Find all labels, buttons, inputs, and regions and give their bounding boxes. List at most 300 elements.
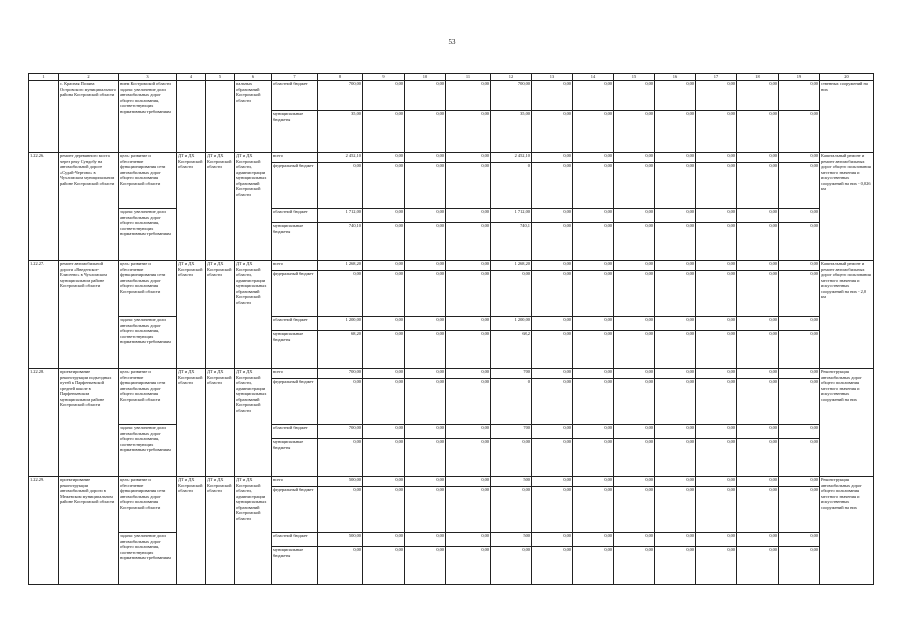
column-header: 2 bbox=[59, 74, 119, 81]
amount-cell: 500 bbox=[491, 477, 532, 487]
amount-cell: 0,00 bbox=[573, 81, 614, 111]
amount-cell: 0,00 bbox=[446, 331, 491, 369]
amount-cell: 1 200,00 bbox=[491, 317, 532, 331]
amount-cell: 700,00 bbox=[491, 81, 532, 111]
column-header: 1 bbox=[29, 74, 59, 81]
amount-cell: 0,00 bbox=[405, 425, 446, 439]
item-task: задача: увеличение доли автомобильных дорог общего пользования, соответствующих нормативным требованиям bbox=[119, 425, 177, 477]
column-header: 8 bbox=[318, 74, 363, 81]
amount-cell: 0,00 bbox=[446, 533, 491, 547]
amount-cell: 0,00 bbox=[779, 331, 820, 369]
amount-cell: 740,10 bbox=[318, 223, 363, 261]
amount-cell: 0,00 bbox=[363, 331, 405, 369]
table-row bbox=[29, 425, 874, 439]
amount-cell: 1 200,00 bbox=[318, 317, 363, 331]
amount-cell: 0,00 bbox=[614, 209, 655, 223]
amount-cell: 0,00 bbox=[363, 379, 405, 425]
item-name: проектирование реконструкции автомобильной дороги в Межевском муниципальном районе Костромской области bbox=[59, 477, 119, 585]
item-goal: цель: развитие и обеспечение функционирования сети автомобильных дорог общего пользования Костромской области bbox=[119, 477, 177, 533]
amount-cell: 0,00 bbox=[614, 379, 655, 425]
amount-cell: 0,00 bbox=[532, 487, 573, 533]
executor-cell: пальных образований Костромской области bbox=[235, 81, 272, 153]
amount-cell: 700 bbox=[491, 369, 532, 379]
funding-source: муниципальные бюджеты bbox=[272, 331, 318, 369]
funding-source: областной бюджет bbox=[272, 81, 318, 111]
amount-cell: 0,00 bbox=[614, 487, 655, 533]
amount-cell: 0,00 bbox=[363, 163, 405, 209]
item-number: 1.22.28. bbox=[29, 369, 59, 477]
amount-cell: 0,00 bbox=[363, 547, 405, 585]
amount-cell: 0,00 bbox=[363, 271, 405, 317]
amount-cell: 0,00 bbox=[696, 331, 737, 369]
amount-cell: 0,00 bbox=[655, 379, 696, 425]
amount-cell: 0,00 bbox=[779, 379, 820, 425]
amount-cell: 0,00 bbox=[446, 271, 491, 317]
amount-cell: 0,00 bbox=[573, 425, 614, 439]
amount-cell: 0,00 bbox=[405, 81, 446, 111]
responsible-cell: ДТ и ДХ Костромской области bbox=[177, 153, 206, 261]
amount-cell: 0,00 bbox=[737, 379, 779, 425]
amount-cell: 0,00 bbox=[573, 533, 614, 547]
amount-cell: 0,00 bbox=[614, 533, 655, 547]
item-name: ремонт автомобильной дороги «Введенское-Елисеево» в Чухломском муниципальном районе Костромской области bbox=[59, 261, 119, 369]
column-header: 18 bbox=[737, 74, 779, 81]
amount-cell: 0,00 bbox=[573, 271, 614, 317]
amount-cell: 0,00 bbox=[655, 533, 696, 547]
amount-cell: 0,00 bbox=[446, 209, 491, 223]
amount-cell: 0,00 bbox=[573, 163, 614, 209]
item-goal: цель: развитие и обеспечение функционирования сети автомобильных дорог общего пользования Костромской области bbox=[119, 261, 177, 317]
item-goal: цель: развитие и обеспечение функционирования сети автомобильных дорог общего пользования Костромской области bbox=[119, 153, 177, 209]
amount-cell: 0,00 bbox=[446, 261, 491, 271]
column-header: 4 bbox=[177, 74, 206, 81]
amount-cell: 0,00 bbox=[614, 153, 655, 163]
column-header-row bbox=[29, 74, 874, 81]
amount-cell: 0,00 bbox=[737, 153, 779, 163]
amount-cell: 0,00 bbox=[737, 209, 779, 223]
responsible-cell bbox=[177, 81, 206, 153]
item-name: с. Красная Поляна Островского муниципального района Костромской области bbox=[59, 81, 119, 153]
column-header: 16 bbox=[655, 74, 696, 81]
amount-cell: 0,00 bbox=[779, 223, 820, 261]
amount-cell: 0,00 bbox=[655, 477, 696, 487]
expected-result: Реконструкция автомобильных дорог общего пользования местного значения и искусственных сооружений на них bbox=[820, 477, 874, 585]
customer-cell: ДТ и ДХ Костромской области bbox=[206, 369, 235, 477]
executor-cell: ДТ и ДХ Костромской области, администрации муниципальных образований Костромской области bbox=[235, 369, 272, 477]
amount-cell: 0,00 bbox=[655, 223, 696, 261]
item-goal: нием Костромской области задача: увеличение доли автомобильных дорог общего пользования, соответствующих нормативным требованиям bbox=[119, 81, 177, 153]
amount-cell: 0,00 bbox=[532, 331, 573, 369]
table-row bbox=[29, 477, 874, 487]
amount-cell: 0,00 bbox=[737, 331, 779, 369]
expected-result: Капитальный ремонт и ремонт автомобильных дорог общего пользования местного значения и искусственных сооружений на них - 2,0 км bbox=[820, 261, 874, 369]
funding-source: всего bbox=[272, 153, 318, 163]
funding-source: областной бюджет bbox=[272, 533, 318, 547]
amount-cell: 0,00 bbox=[655, 163, 696, 209]
amount-cell: 0,00 bbox=[363, 209, 405, 223]
amount-cell: 0,00 bbox=[655, 425, 696, 439]
amount-cell: 0,00 bbox=[573, 111, 614, 153]
amount-cell: 0,00 bbox=[532, 153, 573, 163]
amount-cell: 0,00 bbox=[655, 111, 696, 153]
funding-source: муниципальные бюджеты bbox=[272, 223, 318, 261]
amount-cell: 0,00 bbox=[446, 547, 491, 585]
amount-cell: 0,00 bbox=[614, 271, 655, 317]
responsible-cell: ДТ и ДХ Костромской области bbox=[177, 369, 206, 477]
amount-cell: 0,00 bbox=[737, 317, 779, 331]
amount-cell: 0,00 bbox=[779, 261, 820, 271]
amount-cell: 0,00 bbox=[363, 533, 405, 547]
amount-cell: 0,00 bbox=[573, 317, 614, 331]
amount-cell: 0,00 bbox=[696, 425, 737, 439]
amount-cell: 0,00 bbox=[737, 477, 779, 487]
amount-cell: 0,00 bbox=[614, 223, 655, 261]
amount-cell: 0,00 bbox=[532, 271, 573, 317]
amount-cell: 0,00 bbox=[573, 209, 614, 223]
amount-cell: 0,00 bbox=[655, 81, 696, 111]
item-number: 1.22.26. bbox=[29, 153, 59, 261]
amount-cell: 0,00 bbox=[779, 163, 820, 209]
amount-cell: 0,00 bbox=[446, 379, 491, 425]
table-row bbox=[29, 317, 874, 331]
amount-cell: 0,00 bbox=[363, 261, 405, 271]
amount-cell: 0,00 bbox=[318, 379, 363, 425]
column-header: 3 bbox=[119, 74, 177, 81]
amount-cell: 0,00 bbox=[737, 439, 779, 477]
amount-cell: 0,00 bbox=[614, 261, 655, 271]
funding-source: муниципальные бюджеты bbox=[272, 111, 318, 153]
amount-cell: 0,00 bbox=[405, 111, 446, 153]
amount-cell: 1 712,00 bbox=[491, 209, 532, 223]
amount-cell: 0,00 bbox=[573, 379, 614, 425]
amount-cell: 0,00 bbox=[737, 111, 779, 153]
amount-cell: 0,00 bbox=[737, 261, 779, 271]
amount-cell: 0,00 bbox=[405, 533, 446, 547]
amount-cell: 700,00 bbox=[318, 81, 363, 111]
program-table bbox=[28, 73, 874, 585]
column-header: 17 bbox=[696, 74, 737, 81]
executor-cell: ДТ и ДХ Костромской области, администрации муниципальных образований Костромской области bbox=[235, 477, 272, 585]
amount-cell: 0,00 bbox=[446, 111, 491, 153]
funding-source: областной бюджет bbox=[272, 425, 318, 439]
amount-cell: 0,00 bbox=[532, 533, 573, 547]
amount-cell: 0,00 bbox=[696, 271, 737, 317]
amount-cell: 0,00 bbox=[573, 223, 614, 261]
amount-cell: 0,00 bbox=[405, 209, 446, 223]
amount-cell: 0,00 bbox=[779, 271, 820, 317]
amount-cell: 0,00 bbox=[696, 533, 737, 547]
responsible-cell: ДТ и ДХ Костромской области bbox=[177, 261, 206, 369]
amount-cell: 0,00 bbox=[405, 317, 446, 331]
amount-cell: 500,00 bbox=[318, 533, 363, 547]
amount-cell: 500,00 bbox=[318, 477, 363, 487]
amount-cell: 0,00 bbox=[532, 163, 573, 209]
amount-cell: 0,00 bbox=[696, 317, 737, 331]
amount-cell: 1 268,20 bbox=[491, 261, 532, 271]
executor-cell: ДТ и ДХ Костромской области, администрации муниципальных образований Костромской области bbox=[235, 261, 272, 369]
amount-cell: 0,00 bbox=[614, 425, 655, 439]
amount-cell: 0,00 bbox=[573, 439, 614, 477]
amount-cell: 0,00 bbox=[696, 209, 737, 223]
amount-cell: 0,00 bbox=[446, 81, 491, 111]
amount-cell: 0,00 bbox=[696, 547, 737, 585]
table-row bbox=[29, 209, 874, 223]
amount-cell: 0,00 bbox=[573, 487, 614, 533]
amount-cell: 0,00 bbox=[532, 317, 573, 331]
amount-cell: 0,00 bbox=[696, 477, 737, 487]
table-row bbox=[29, 261, 874, 271]
funding-source: всего bbox=[272, 477, 318, 487]
item-number: 1.22.27. bbox=[29, 261, 59, 369]
table-row bbox=[29, 81, 874, 111]
amount-cell: 0,00 bbox=[779, 111, 820, 153]
amount-cell: 0,00 bbox=[614, 477, 655, 487]
amount-cell: 0,00 bbox=[363, 223, 405, 261]
funding-source: федеральный бюджет bbox=[272, 163, 318, 209]
amount-cell: 0,00 bbox=[655, 271, 696, 317]
table-row bbox=[29, 533, 874, 547]
amount-cell: 0,00 bbox=[318, 163, 363, 209]
item-task: задача: увеличение доли автомобильных дорог общего пользования, соответствующих нормативным требованиям bbox=[119, 317, 177, 369]
amount-cell: 0,00 bbox=[532, 209, 573, 223]
amount-cell: 0,00 bbox=[696, 111, 737, 153]
amount-cell: 0,00 bbox=[779, 425, 820, 439]
amount-cell: 0,00 bbox=[737, 369, 779, 379]
column-header: 19 bbox=[779, 74, 820, 81]
amount-cell: 0,00 bbox=[532, 81, 573, 111]
amount-cell: 0,00 bbox=[696, 379, 737, 425]
column-header: 15 bbox=[614, 74, 655, 81]
column-header: 9 bbox=[363, 74, 405, 81]
amount-cell: 0,00 bbox=[363, 153, 405, 163]
amount-cell: 0,00 bbox=[491, 487, 532, 533]
amount-cell: 2 452,10 bbox=[491, 153, 532, 163]
amount-cell: 0,00 bbox=[696, 439, 737, 477]
amount-cell: 0,00 bbox=[655, 317, 696, 331]
amount-cell: 0,00 bbox=[405, 153, 446, 163]
customer-cell: ДТ и ДХ Костромской области bbox=[206, 153, 235, 261]
amount-cell: 0,00 bbox=[573, 261, 614, 271]
amount-cell: 0,00 bbox=[614, 547, 655, 585]
amount-cell: 0,00 bbox=[405, 223, 446, 261]
amount-cell: 0,00 bbox=[446, 439, 491, 477]
funding-source: федеральный бюджет bbox=[272, 271, 318, 317]
amount-cell: 0,00 bbox=[363, 439, 405, 477]
responsible-cell: ДТ и ДХ Костромской области bbox=[177, 477, 206, 585]
column-header: 7 bbox=[272, 74, 318, 81]
amount-cell: 0,00 bbox=[779, 439, 820, 477]
amount-cell: 0,00 bbox=[655, 369, 696, 379]
amount-cell: 0,00 bbox=[491, 547, 532, 585]
amount-cell: 0,00 bbox=[737, 81, 779, 111]
amount-cell: 0,00 bbox=[779, 533, 820, 547]
amount-cell: 0,00 bbox=[532, 223, 573, 261]
amount-cell: 0,00 bbox=[573, 331, 614, 369]
amount-cell: 1 268,20 bbox=[318, 261, 363, 271]
amount-cell: 0,00 bbox=[655, 153, 696, 163]
customer-cell bbox=[206, 81, 235, 153]
amount-cell: 0,00 bbox=[779, 369, 820, 379]
amount-cell: 0,00 bbox=[696, 487, 737, 533]
column-header: 14 bbox=[573, 74, 614, 81]
amount-cell: 0,00 bbox=[779, 547, 820, 585]
amount-cell: 0,00 bbox=[655, 547, 696, 585]
amount-cell: 0,00 bbox=[779, 477, 820, 487]
column-header: 10 bbox=[405, 74, 446, 81]
amount-cell: 0,00 bbox=[532, 369, 573, 379]
amount-cell: 0,00 bbox=[696, 223, 737, 261]
funding-source: всего bbox=[272, 369, 318, 379]
amount-cell: 0,00 bbox=[318, 439, 363, 477]
amount-cell: 0,00 bbox=[405, 331, 446, 369]
amount-cell: 0,00 bbox=[318, 271, 363, 317]
amount-cell: 0,00 bbox=[737, 163, 779, 209]
amount-cell: 0,00 bbox=[363, 369, 405, 379]
item-number: 1.22.29. bbox=[29, 477, 59, 585]
item-task: задача: увеличение доли автомобильных дорог общего пользования, соответствующих нормативным требованиям bbox=[119, 209, 177, 261]
amount-cell: 0,00 bbox=[737, 425, 779, 439]
amount-cell: 35,00 bbox=[318, 111, 363, 153]
amount-cell: 0,00 bbox=[405, 369, 446, 379]
amount-cell: 0,00 bbox=[446, 369, 491, 379]
amount-cell: 0,00 bbox=[655, 209, 696, 223]
item-name: проектирование реконструкции подъездных путей к Парфеньевской средней школе в Парфеньевском муниципальном районе Костромской области bbox=[59, 369, 119, 477]
amount-cell: 0,00 bbox=[614, 163, 655, 209]
funding-source: федеральный бюджет bbox=[272, 487, 318, 533]
expected-result: Реконструкция автомобильных дорог общего пользования местного значения и искусственных сооружений на них bbox=[820, 369, 874, 477]
column-header: 20 bbox=[820, 74, 874, 81]
amount-cell: 0,00 bbox=[779, 317, 820, 331]
amount-cell: 0,00 bbox=[655, 439, 696, 477]
amount-cell: 0,00 bbox=[405, 261, 446, 271]
amount-cell: 0,00 bbox=[779, 487, 820, 533]
amount-cell: 0,00 bbox=[614, 81, 655, 111]
amount-cell: 0 bbox=[491, 163, 532, 209]
table-row bbox=[29, 369, 874, 379]
amount-cell: 0,00 bbox=[614, 439, 655, 477]
item-goal: цель: развитие и обеспечение функционирования сети автомобильных дорог общего пользования Костромской области bbox=[119, 369, 177, 425]
amount-cell: 0,00 bbox=[737, 533, 779, 547]
table-row bbox=[29, 153, 874, 163]
amount-cell: 0,00 bbox=[614, 331, 655, 369]
amount-cell: 0,00 bbox=[737, 487, 779, 533]
expected-result: Капитальный ремонт и ремонт автомобильных дорог общего пользования местного значения и искусственных сооружений на них - 0,026 км bbox=[820, 153, 874, 261]
amount-cell: 0,00 bbox=[446, 477, 491, 487]
amount-cell: 0,00 bbox=[405, 487, 446, 533]
amount-cell: 2 452,10 bbox=[318, 153, 363, 163]
funding-source: федеральный бюджет bbox=[272, 379, 318, 425]
amount-cell: 68,20 bbox=[318, 331, 363, 369]
amount-cell: 0,00 bbox=[363, 477, 405, 487]
amount-cell: 0,00 bbox=[446, 223, 491, 261]
column-header: 5 bbox=[206, 74, 235, 81]
amount-cell: 0,00 bbox=[318, 487, 363, 533]
amount-cell: 0,00 bbox=[696, 163, 737, 209]
amount-cell: 0,00 bbox=[655, 331, 696, 369]
amount-cell: 0,00 bbox=[532, 425, 573, 439]
amount-cell: 0,00 bbox=[737, 271, 779, 317]
amount-cell: 0,00 bbox=[446, 425, 491, 439]
customer-cell: ДТ и ДХ Костромской области bbox=[206, 477, 235, 585]
amount-cell: 0,00 bbox=[532, 261, 573, 271]
amount-cell: 0,00 bbox=[318, 547, 363, 585]
amount-cell: 0,00 bbox=[737, 223, 779, 261]
amount-cell: 0,00 bbox=[405, 379, 446, 425]
amount-cell: 0,00 bbox=[363, 425, 405, 439]
amount-cell: 0,00 bbox=[573, 547, 614, 585]
customer-cell: ДТ и ДХ Костромской области bbox=[206, 261, 235, 369]
amount-cell: 0,00 bbox=[532, 111, 573, 153]
amount-cell: 0,00 bbox=[779, 153, 820, 163]
item-task: задача: увеличение доли автомобильных дорог общего пользования, соответствующих нормативным требованиям bbox=[119, 533, 177, 585]
amount-cell: 0,00 bbox=[532, 477, 573, 487]
amount-cell: 0,00 bbox=[779, 81, 820, 111]
amount-cell: 0,00 bbox=[532, 439, 573, 477]
amount-cell: 0,00 bbox=[405, 477, 446, 487]
amount-cell: 0,00 bbox=[363, 111, 405, 153]
amount-cell: 0,00 bbox=[696, 81, 737, 111]
funding-source: муниципальные бюджеты bbox=[272, 547, 318, 585]
amount-cell: 0,00 bbox=[405, 547, 446, 585]
amount-cell: 0,00 bbox=[405, 439, 446, 477]
amount-cell: 0 bbox=[491, 379, 532, 425]
amount-cell: 0,00 bbox=[363, 81, 405, 111]
amount-cell: 0,00 bbox=[532, 379, 573, 425]
funding-source: областной бюджет bbox=[272, 317, 318, 331]
amount-cell: 0,00 bbox=[614, 369, 655, 379]
amount-cell: 0,00 bbox=[655, 487, 696, 533]
column-header: 6 bbox=[235, 74, 272, 81]
amount-cell: 0,00 bbox=[779, 209, 820, 223]
amount-cell: 0,00 bbox=[363, 487, 405, 533]
amount-cell: 0,00 bbox=[532, 547, 573, 585]
amount-cell: 0,00 bbox=[491, 439, 532, 477]
amount-cell: 0,00 bbox=[614, 317, 655, 331]
amount-cell: 0,00 bbox=[446, 317, 491, 331]
item-number-cell bbox=[29, 81, 59, 153]
column-header: 11 bbox=[446, 74, 491, 81]
amount-cell: 0,00 bbox=[696, 261, 737, 271]
expected-result: ственных сооружений на них bbox=[820, 81, 874, 153]
page-number: 53 bbox=[448, 38, 456, 46]
amount-cell: 35,00 bbox=[491, 111, 532, 153]
amount-cell: 0,00 bbox=[405, 271, 446, 317]
amount-cell: 0,00 bbox=[573, 153, 614, 163]
amount-cell: 68,2 bbox=[491, 331, 532, 369]
amount-cell: 0,00 bbox=[737, 547, 779, 585]
amount-cell: 0,00 bbox=[446, 487, 491, 533]
amount-cell: 0,00 bbox=[491, 271, 532, 317]
amount-cell: 0,00 bbox=[696, 153, 737, 163]
amount-cell: 700 bbox=[491, 425, 532, 439]
funding-source: всего bbox=[272, 261, 318, 271]
amount-cell: 1 712,00 bbox=[318, 209, 363, 223]
column-header: 12 bbox=[491, 74, 532, 81]
amount-cell: 500 bbox=[491, 533, 532, 547]
amount-cell: 700,00 bbox=[318, 425, 363, 439]
amount-cell: 0,00 bbox=[696, 369, 737, 379]
amount-cell: 740,1 bbox=[491, 223, 532, 261]
amount-cell: 0,00 bbox=[614, 111, 655, 153]
amount-cell: 0,00 bbox=[446, 153, 491, 163]
executor-cell: ДТ и ДХ Костромской области, администрации муниципальных образований Костромской области bbox=[235, 153, 272, 261]
amount-cell: 0,00 bbox=[446, 163, 491, 209]
column-header: 13 bbox=[532, 74, 573, 81]
amount-cell: 0,00 bbox=[573, 369, 614, 379]
item-name: ремонт деревянного моста через реку Сундобу на автомобильной дороге «Судай-Чертово» в Чухломском муниципальном районе Костромской области bbox=[59, 153, 119, 261]
amount-cell: 0,00 bbox=[405, 163, 446, 209]
funding-source: муниципальные бюджеты bbox=[272, 439, 318, 477]
